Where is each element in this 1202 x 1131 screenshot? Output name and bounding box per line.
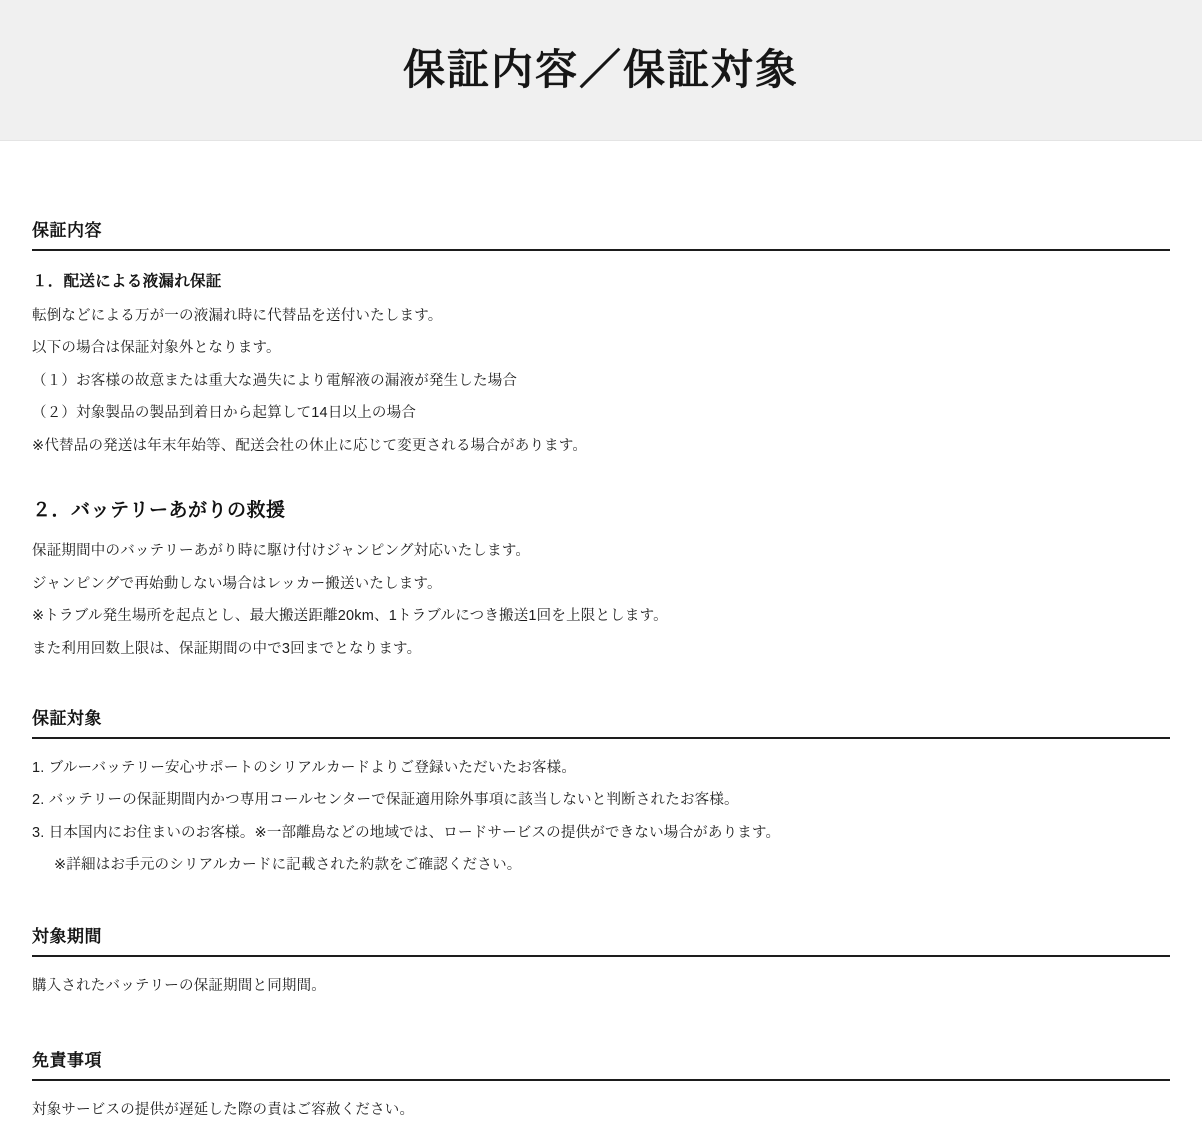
section-warranty-contents	[32, 216, 1170, 660]
warranty-target-note: ※詳細はお手元のシリアルカードに記載された約款をご確認ください。	[54, 856, 522, 873]
target-period-body: 購入されたバッテリーの保証期間と同期間。	[32, 978, 326, 995]
warranty-item-1-line-5: ※代替品の発送は年末年始等、配送会社の休止に応じて変更される場合があります。	[32, 437, 588, 454]
warranty-item-1-line-4: （２）対象製品の製品到着日から起算して14日以上の場合	[32, 405, 417, 422]
warranty-item-1-line-2: 以下の場合は保証対象外となります。	[32, 340, 281, 357]
page-title: 保証内容／保証対象	[402, 45, 799, 93]
list-item: 3. 日本国内にお住まいのお客様。※一部離島などの地域では、ロードサービスの提供ができない場合があります。	[32, 824, 781, 841]
page-banner	[0, 0, 1202, 141]
list-item: 2. バッテリーの保証期間内かつ専用コールセンターで保証適用除外事項に該当しないと判断されたお客様。	[32, 792, 739, 809]
section-target-period	[32, 922, 1170, 997]
section-heading-warranty-contents: 保証内容	[32, 216, 1170, 251]
warranty-item-1-line-1: 転倒などによる万が一の液漏れ時に代替品を送付いたします。	[32, 308, 443, 324]
warranty-item-1-heading: １．配送による液漏れ保証	[32, 273, 222, 290]
document-content	[0, 216, 1202, 1121]
section-disclaimer	[32, 1046, 1170, 1121]
disclaimer-body: 対象サービスの提供が遅延した際の責はご容赦ください。	[32, 1101, 415, 1118]
warranty-item-2-line-4: また利用回数上限は、保証期間の中で3回までとなります。	[32, 640, 422, 657]
warranty-target-list	[32, 757, 1170, 845]
warranty-item-2-line-3: ※トラブル発生場所を起点とし、最大搬送距離20km、1トラブルにつき搬送1回を上限とします。	[32, 608, 668, 625]
warranty-item-2-line-1: 保証期間中のバッテリーあがり時に駆け付けジャンピング対応いたします。	[32, 543, 531, 560]
warranty-item-1	[32, 269, 1170, 457]
warranty-item-2-line-2: ジャンピングで再始動しない場合はレッカー搬送いたします。	[32, 575, 442, 592]
warranty-item-2	[32, 495, 1170, 660]
warranty-item-1-line-3: （１）お客様の故意または重大な過失により電解液の漏液が発生した場合	[32, 372, 518, 389]
section-heading-warranty-target: 保証対象	[32, 704, 1170, 739]
section-heading-target-period: 対象期間	[32, 922, 1170, 957]
warranty-item-2-heading: ２．バッテリーあがりの救援	[32, 500, 286, 522]
section-warranty-target	[32, 704, 1170, 876]
list-item: 1. ブルーバッテリー安心サポートのシリアルカードよりご登録いただいたお客様。	[32, 760, 577, 777]
section-heading-disclaimer: 免責事項	[32, 1046, 1170, 1081]
